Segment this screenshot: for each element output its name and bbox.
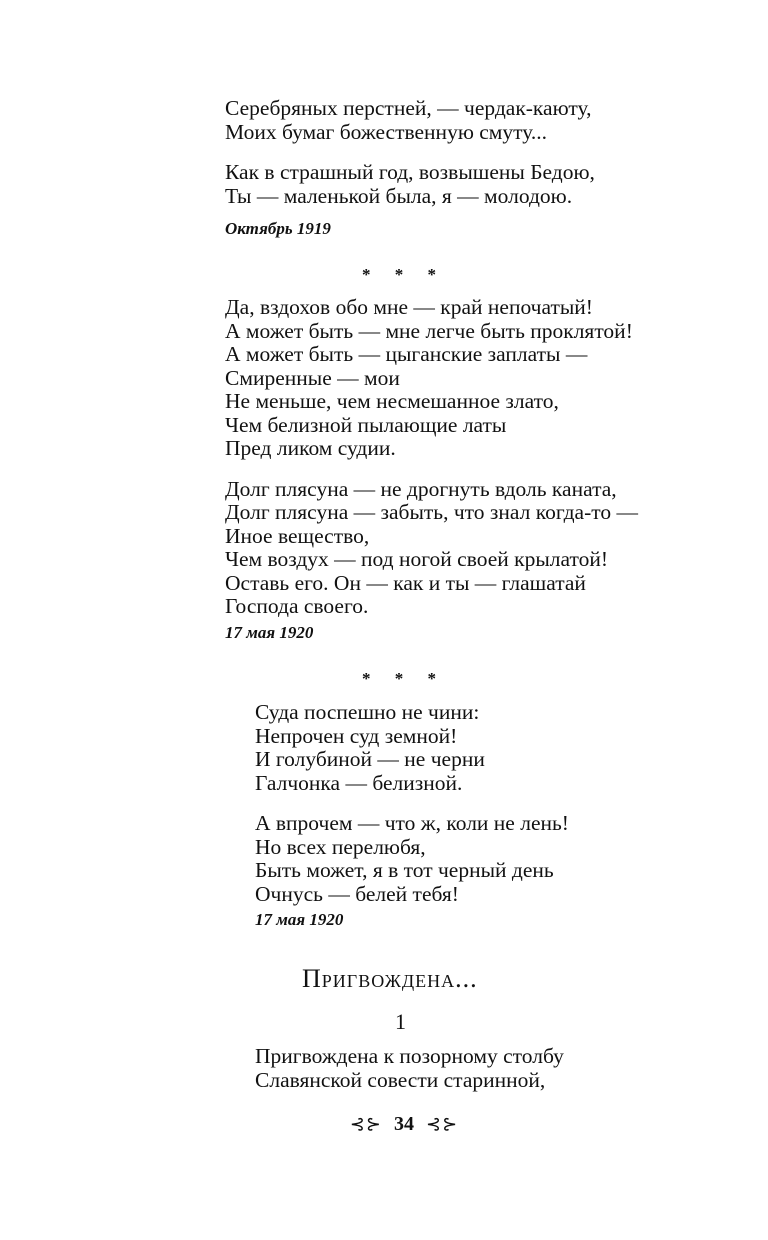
verse-line: Как в страшный год, возвышены Бедою,: [225, 160, 595, 184]
verse-line: И голубиной — не черни: [255, 747, 485, 771]
ornament-left-icon: ⊰⊱: [349, 1114, 382, 1134]
verse-line: Не меньше, чем несмешанное злато,: [225, 389, 559, 413]
poem-date: 17 мая 1920: [225, 623, 314, 642]
poem-date: 17 мая 1920: [255, 910, 344, 929]
verse-line: Непрочен суд земной!: [255, 723, 458, 748]
stanza: [255, 701, 569, 795]
verse-line: Долг плясуна — не дрогнуть вдоль каната,: [225, 476, 617, 501]
verse-line: Чем белизной пылающие латы: [225, 412, 507, 437]
verse-line: А может быть — цыганские заплаты —: [225, 342, 588, 366]
verse-line: Пригвождена к позорному столбу: [255, 1044, 564, 1068]
verse-line: Да, вздохов обо мне — край непочатый!: [225, 295, 593, 319]
part-number: 1: [395, 1009, 406, 1034]
poem-date: Октябрь 1919: [225, 219, 331, 238]
poem-4-start: [255, 1045, 564, 1092]
verse-line: Галчонка — белизной.: [255, 770, 463, 795]
verse-line: Долг плясуна — забыть, что знал когда-то —: [225, 500, 638, 524]
poem-1-tail: [225, 97, 595, 208]
verse-line: Серебряных перстней, — чердак-каюту,: [225, 96, 592, 120]
verse-line: Славянской совести старинной,: [255, 1067, 546, 1092]
verse-line: Очнусь — белей тебя!: [255, 881, 459, 906]
verse-line: Быть может, я в тот черный день: [255, 858, 554, 882]
cycle-title: Пригвождена...: [302, 964, 478, 993]
page-footer: [0, 1113, 768, 1136]
verse-line: Моих бумаг божественную смуту...: [225, 119, 547, 144]
poem-2: [225, 296, 638, 619]
stanza: [225, 161, 595, 208]
verse-line: А может быть — мне легче быть проклятой!: [225, 318, 633, 343]
verse-line: Суда поспешно не чини:: [255, 700, 480, 724]
stanza: [225, 296, 638, 461]
poem-3: [255, 701, 569, 906]
verse-line: Смиренные — мои: [225, 365, 400, 390]
page-number: 34: [394, 1113, 414, 1135]
verse-line: Но всех перелюбя,: [255, 834, 426, 859]
ornament-right-icon: ⊰⊱: [426, 1114, 459, 1134]
stanza: [225, 97, 595, 144]
stanza: [225, 478, 638, 619]
section-separator: * * *: [362, 669, 446, 688]
verse-line: Иное вещество,: [225, 523, 370, 548]
verse-line: Ты — маленькой была, я — молодою.: [225, 183, 573, 208]
stanza: [255, 812, 569, 906]
verse-line: Чем воздух — под ногой своей крылатой!: [225, 547, 609, 571]
verse-line: Господа своего.: [225, 594, 369, 618]
verse-line: Пред ликом судии.: [225, 436, 396, 460]
verse-line: А впрочем — что ж, коли не лень!: [255, 811, 569, 835]
verse-line: Оставь его. Он — как и ты — глашатай: [225, 570, 586, 595]
section-separator: * * *: [362, 265, 446, 284]
